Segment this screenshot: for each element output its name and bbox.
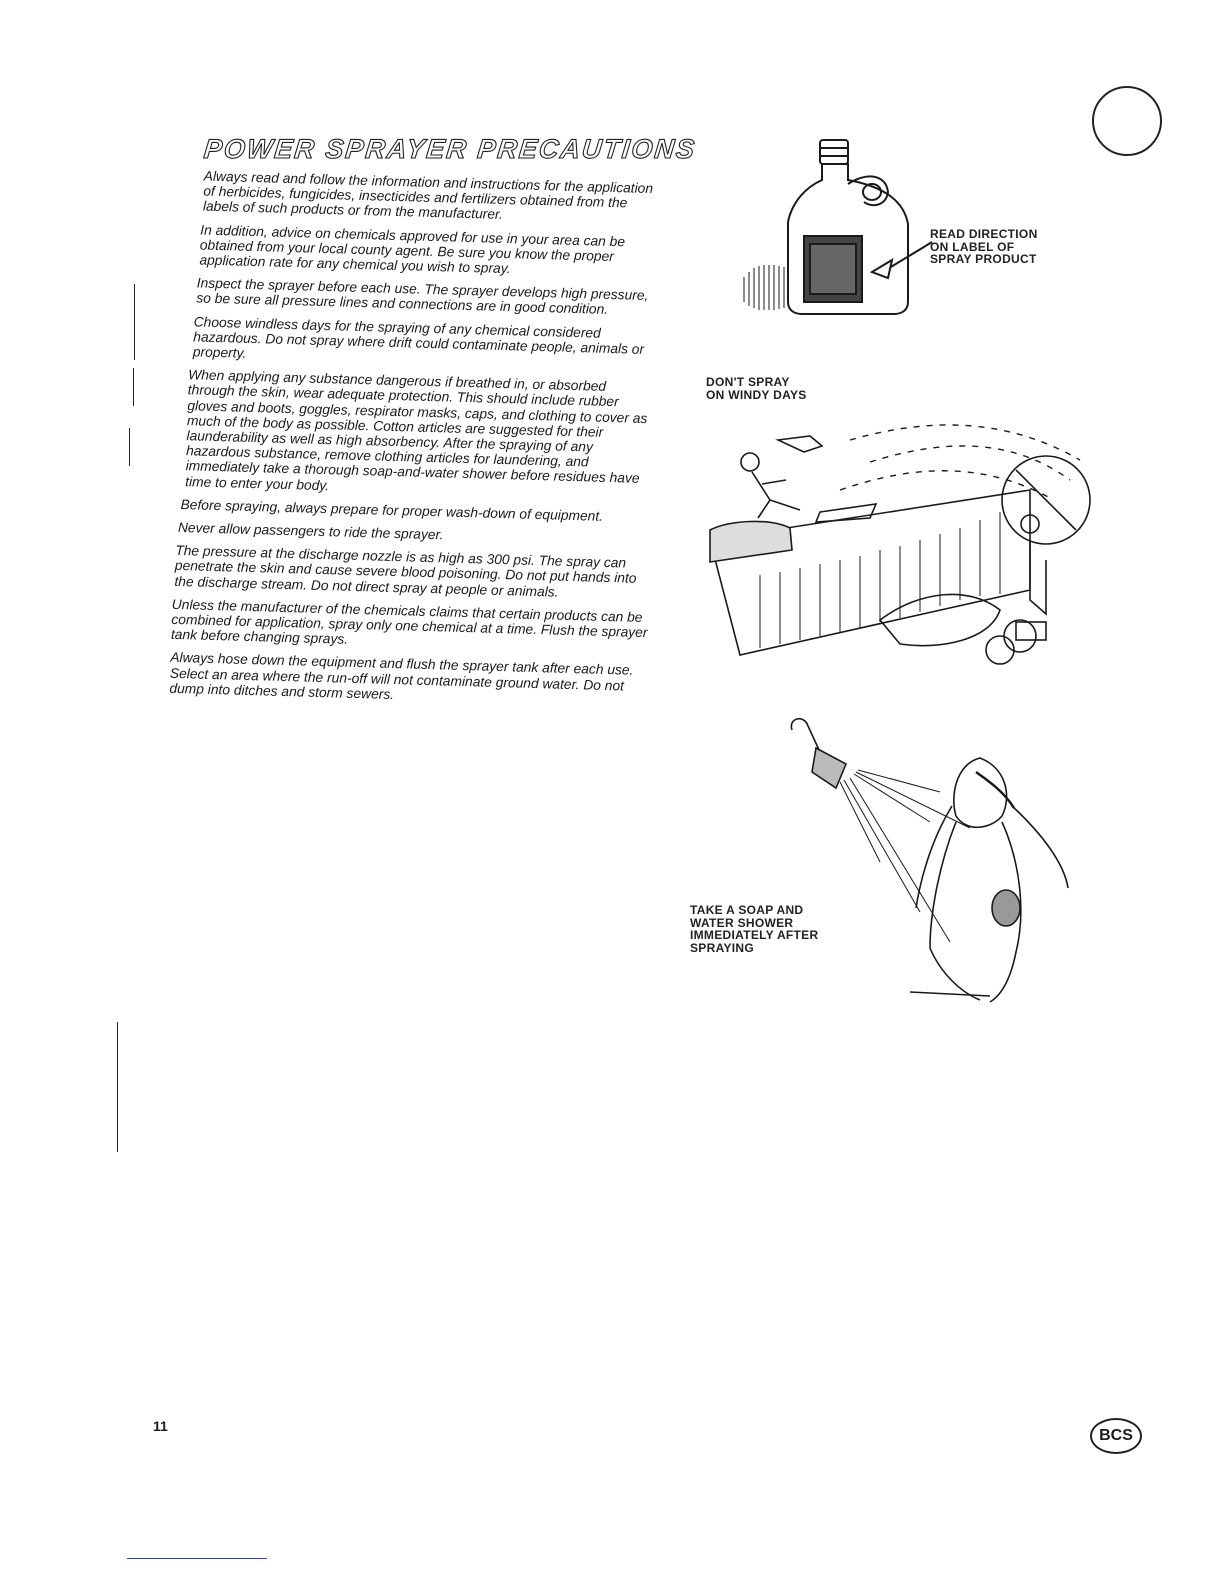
- windy-day-sprayer-illustration: [700, 400, 1100, 690]
- caption-line: SPRAY PRODUCT: [930, 252, 1037, 266]
- footer-link-underline[interactable]: [127, 1558, 267, 1559]
- page-title: POWER SPRAYER PRECAUTIONS: [202, 134, 698, 164]
- paragraph-windless-days: Choose windless days for the spraying of any chemical considered hazardous. Do not spray where drift could contaminate people, animals or property.: [192, 313, 645, 361]
- spray-product-jug-illustration: [736, 132, 936, 322]
- caption-line: SPRAYING: [690, 940, 754, 955]
- precautions-text: [169, 168, 662, 717]
- margin-line: [133, 368, 134, 406]
- paragraph-wash-down: Before spraying, always prepare for proper wash-down of equipment.: [180, 496, 604, 524]
- paragraph-one-chemical: Unless the manufacturer of the chemicals claims that certain products can be combined for application, spray only one chemical at a time. Flush the sprayer tank before changing sprays.: [170, 596, 648, 648]
- paragraph-inspect-sprayer: Inspect the sprayer before each use. The sprayer develops high pressure, so be sure all pressure lines and connections are in good condition.: [196, 275, 649, 318]
- paragraph-protection: When applying any substance dangerous if breathed in, or absorbed through the skin, wear adequate protection. This should include rubber gloves and boots, goggles, respirator masks, caps, and clothing to cover as much of the body as possible. Cotton articles are suggested for their launderability as well as high absorbency. After the spraying of any hazardous substance, remove clothing articles for laundering, and immediately take a thorough soap-and-water shower before residues have time to enter your body.: [185, 367, 648, 493]
- caption-line: READ DIRECTION: [930, 227, 1038, 241]
- caption-windy-days: [706, 376, 807, 401]
- paragraph-read-instructions: Always read and follow the information and instructions for the application of herbicides, fungicides, insecticides and fertilizers obtained from the labels of such products or from the manufacturer.: [202, 168, 654, 223]
- caption-line: DON'T SPRAY: [706, 375, 790, 389]
- caption-line: ON WINDY DAYS: [706, 387, 807, 402]
- page-number: 11: [153, 1418, 168, 1434]
- caption-line: IMMEDIATELY AFTER: [690, 928, 819, 942]
- margin-line: [134, 284, 135, 360]
- caption-line: WATER SHOWER: [690, 915, 794, 930]
- caption-read-label: [930, 228, 1038, 266]
- caption-line: TAKE A SOAP AND: [690, 903, 804, 917]
- paragraph-no-passengers: Never allow passengers to ride the sprayer.: [177, 520, 444, 543]
- margin-line: [117, 1022, 118, 1152]
- shower-illustration: [780, 712, 1070, 1004]
- margin-line: [129, 428, 130, 466]
- paragraph-county-agent: In addition, advice on chemicals approved for use in your area can be obtained from your local county agent. Be sure you know the proper application rate for any chemical you wish to spray.: [199, 222, 626, 277]
- caption-shower: [690, 904, 818, 954]
- paragraph-hose-down: Always hose down the equipment and flush the sprayer tank after each use. Select an area where the run-off will not contaminate ground water. Do not dump into ditches and storm sewers.: [169, 650, 634, 702]
- paragraph-pressure: The pressure at the discharge nozzle is as high as 300 psi. The spray can penetrate the skin and cause severe blood poisoning. Do not put hands into the discharge stream. Do not direct spray at people or animals.: [174, 543, 637, 600]
- caption-line: ON LABEL OF: [930, 239, 1015, 254]
- corner-circle-mark: [1092, 86, 1162, 156]
- bcs-logo: BCS: [1090, 1418, 1142, 1454]
